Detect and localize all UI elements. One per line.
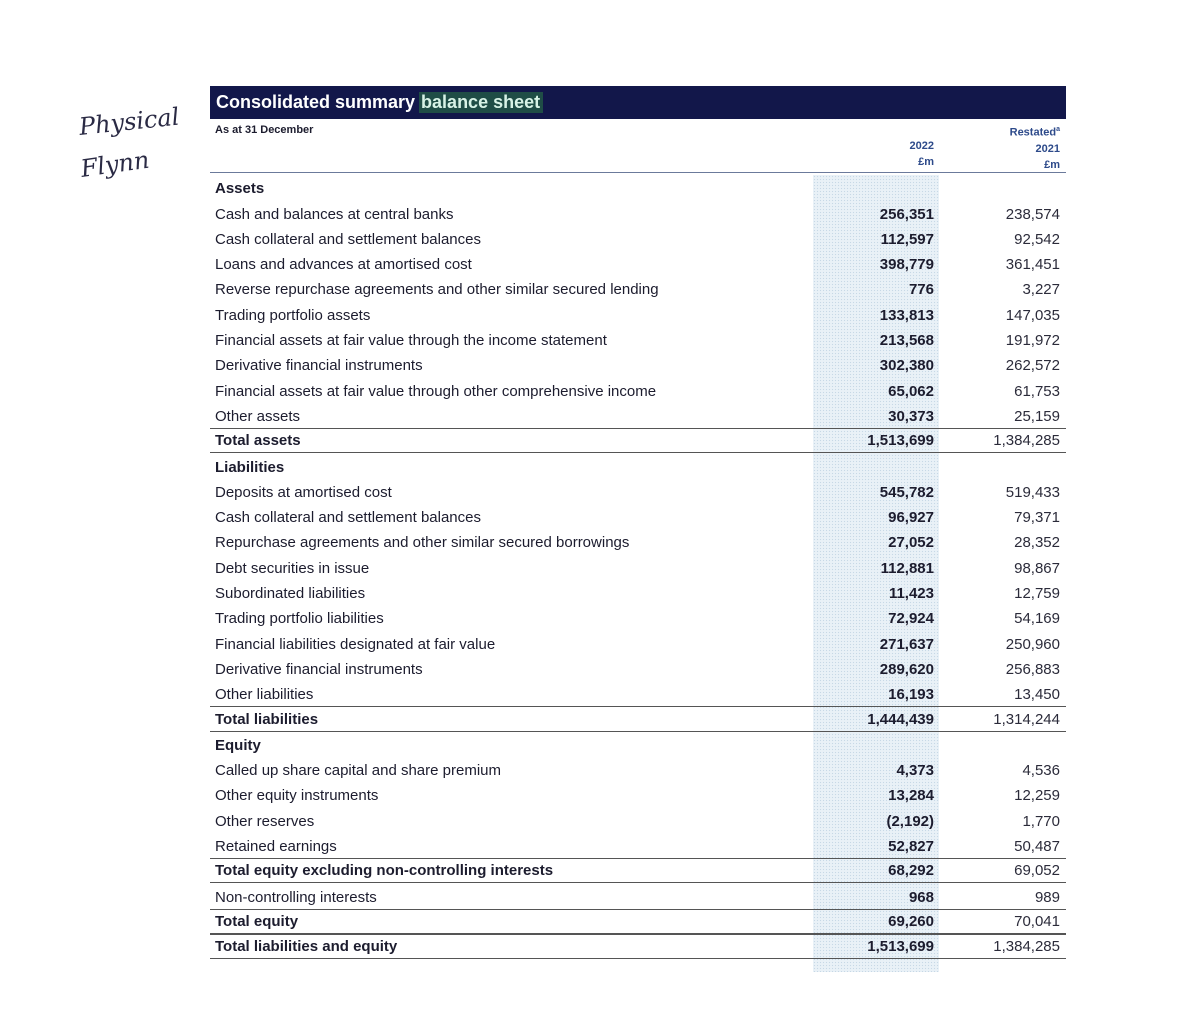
column-year-2022: 2022 xyxy=(909,140,934,152)
value-2022: 4,373 xyxy=(896,762,934,780)
table-row xyxy=(210,226,1066,251)
value-2022: 65,062 xyxy=(888,382,934,400)
value-2021: 256,883 xyxy=(1005,660,1060,678)
value-2022: 213,568 xyxy=(879,332,934,350)
value-2021: 989 xyxy=(1034,888,1060,906)
value-2021: 4,536 xyxy=(1022,762,1060,780)
row-label: Assets xyxy=(215,180,265,198)
row-label: Total equity excluding non-controlling interests xyxy=(215,862,554,880)
handwritten-note xyxy=(78,95,208,205)
value-2021: 12,759 xyxy=(1014,585,1060,603)
value-2021: 1,384,285 xyxy=(993,938,1060,956)
value-2021: 1,770 xyxy=(1022,812,1060,830)
value-2022: 271,637 xyxy=(879,635,934,653)
value-2021: 54,169 xyxy=(1014,610,1060,628)
row-label: Total equity xyxy=(215,912,299,930)
row-label: Non-controlling interests xyxy=(215,888,377,906)
section-heading xyxy=(210,732,1066,757)
value-2022: 398,779 xyxy=(879,256,934,274)
row-label: Financial assets at fair value through the income statement xyxy=(215,332,607,350)
header-rule xyxy=(210,172,1066,173)
value-2022: 1,513,699 xyxy=(867,938,934,956)
table-row xyxy=(210,301,1066,326)
column-unit-2022: £m xyxy=(918,156,934,168)
value-2022: 112,881 xyxy=(880,559,934,577)
restated-note xyxy=(990,122,1060,141)
section-heading xyxy=(210,453,1066,478)
value-2022: 1,513,699 xyxy=(867,432,934,450)
row-label: Cash and balances at central banks xyxy=(215,205,454,223)
total-row xyxy=(210,706,1066,731)
restated-label: Restated xyxy=(1009,126,1057,139)
value-2022: 302,380 xyxy=(879,357,934,375)
row-label: Repurchase agreements and other similar secured borrowings xyxy=(215,534,630,552)
row-label: Reverse repurchase agreements and other similar secured lending xyxy=(215,281,659,299)
table-row xyxy=(210,630,1066,655)
value-2021: 98,867 xyxy=(1014,559,1060,577)
row-label: Equity xyxy=(215,736,261,754)
row-label: Other equity instruments xyxy=(215,787,379,805)
value-2022: 545,782 xyxy=(879,483,934,501)
row-label: Liabilities xyxy=(215,458,285,476)
row-label: Subordinated liabilities xyxy=(215,585,366,603)
row-label: Cash collateral and settlement balances xyxy=(215,230,481,248)
row-label: Financial assets at fair value through other comprehensive income xyxy=(215,382,657,400)
value-2022: 133,813 xyxy=(879,306,934,324)
table-row xyxy=(210,327,1066,352)
column-unit-2021: £m xyxy=(1044,158,1060,171)
value-2021: 13,450 xyxy=(1014,686,1060,704)
value-2021: 28,352 xyxy=(1014,534,1060,552)
value-2021: 519,433 xyxy=(1005,483,1060,501)
table-row xyxy=(210,504,1066,529)
value-2021: 50,487 xyxy=(1014,838,1060,856)
value-2022: 289,620 xyxy=(879,660,934,678)
value-2021: 69,052 xyxy=(1014,862,1060,880)
row-label: Cash collateral and settlement balances xyxy=(215,509,481,527)
handwritten-note-line-2: Flynn xyxy=(78,145,151,183)
total-row xyxy=(210,934,1066,959)
value-2021: 3,227 xyxy=(1022,281,1060,299)
value-2022: 16,193 xyxy=(888,686,934,704)
balance-sheet-table xyxy=(210,175,1066,959)
table-row xyxy=(210,479,1066,504)
value-2022: 68,292 xyxy=(888,862,934,880)
value-2021: 1,384,285 xyxy=(993,432,1060,450)
value-2022: 52,827 xyxy=(888,838,934,856)
row-label: Financial liabilities designated at fair value xyxy=(215,635,496,653)
table-row xyxy=(210,605,1066,630)
value-2021: 250,960 xyxy=(1005,635,1060,653)
as-at-date: As at 31 December xyxy=(215,124,314,136)
row-label: Called up share capital and share premium xyxy=(215,762,501,780)
table-row xyxy=(210,554,1066,579)
value-2022: 256,351 xyxy=(879,205,934,223)
column-header-2022 xyxy=(880,138,934,170)
table-row xyxy=(210,580,1066,605)
value-2022: 27,052 xyxy=(888,534,934,552)
value-2021: 238,574 xyxy=(1005,205,1060,223)
value-2021: 147,035 xyxy=(1005,306,1060,324)
row-label: Derivative financial instruments xyxy=(215,660,423,678)
row-label: Debt securities in issue xyxy=(215,559,370,577)
value-2021: 361,451 xyxy=(1005,256,1060,274)
value-2022: 13,284 xyxy=(888,787,934,805)
table-row xyxy=(210,681,1066,706)
restated-footnote-mark: a xyxy=(1056,126,1060,133)
table-row xyxy=(210,251,1066,276)
table-row xyxy=(210,656,1066,681)
row-label: Trading portfolio assets xyxy=(215,306,371,324)
total-row xyxy=(210,858,1066,883)
row-label: Derivative financial instruments xyxy=(215,357,423,375)
table-row xyxy=(210,529,1066,554)
value-2022: 112,597 xyxy=(880,230,934,248)
column-header-2021 xyxy=(990,122,1060,173)
row-label: Other liabilities xyxy=(215,686,314,704)
row-label: Loans and advances at amortised cost xyxy=(215,256,472,274)
handwritten-note-line-1: Physical xyxy=(78,102,181,141)
table-row xyxy=(210,807,1066,832)
value-2021: 92,542 xyxy=(1014,230,1060,248)
table-row xyxy=(210,352,1066,377)
value-2022: 30,373 xyxy=(888,407,934,425)
table-row xyxy=(210,757,1066,782)
table-row xyxy=(210,403,1066,428)
value-2022: (2,192) xyxy=(886,812,934,830)
value-2022: 1,444,439 xyxy=(867,710,934,728)
value-2021: 262,572 xyxy=(1005,357,1060,375)
section-heading xyxy=(210,175,1066,200)
title-bar xyxy=(210,86,1066,119)
row-label: Total assets xyxy=(215,432,301,450)
title-highlight: balance sheet xyxy=(419,92,543,113)
table-row xyxy=(210,833,1066,858)
value-2021: 79,371 xyxy=(1014,509,1060,527)
column-year-2021: 2021 xyxy=(1035,142,1060,155)
value-2022: 11,423 xyxy=(888,585,934,603)
row-label: Deposits at amortised cost xyxy=(215,483,392,501)
table-row xyxy=(210,276,1066,301)
value-2021: 61,753 xyxy=(1014,382,1060,400)
value-2021: 191,972 xyxy=(1005,332,1060,350)
value-2022: 96,927 xyxy=(888,509,934,527)
table-row xyxy=(210,377,1066,402)
value-2021: 70,041 xyxy=(1014,912,1060,930)
row-label: Total liabilities xyxy=(215,710,319,728)
value-2021: 1,314,244 xyxy=(993,710,1060,728)
value-2022: 968 xyxy=(908,888,934,906)
table-row xyxy=(210,883,1066,908)
value-2022: 776 xyxy=(908,281,934,299)
row-label: Retained earnings xyxy=(215,838,337,856)
row-label: Trading portfolio liabilities xyxy=(215,610,384,628)
table-row xyxy=(210,782,1066,807)
row-label: Other assets xyxy=(215,407,301,425)
value-2021: 25,159 xyxy=(1014,407,1060,425)
row-label: Other reserves xyxy=(215,812,315,830)
table-row xyxy=(210,200,1066,225)
value-2022: 69,260 xyxy=(888,912,934,930)
value-2022: 72,924 xyxy=(888,610,934,628)
total-row xyxy=(210,428,1066,453)
title-main: Consolidated summary xyxy=(216,92,416,112)
row-label: Total liabilities and equity xyxy=(215,938,398,956)
total-row xyxy=(210,909,1066,934)
value-2021: 12,259 xyxy=(1014,787,1060,805)
